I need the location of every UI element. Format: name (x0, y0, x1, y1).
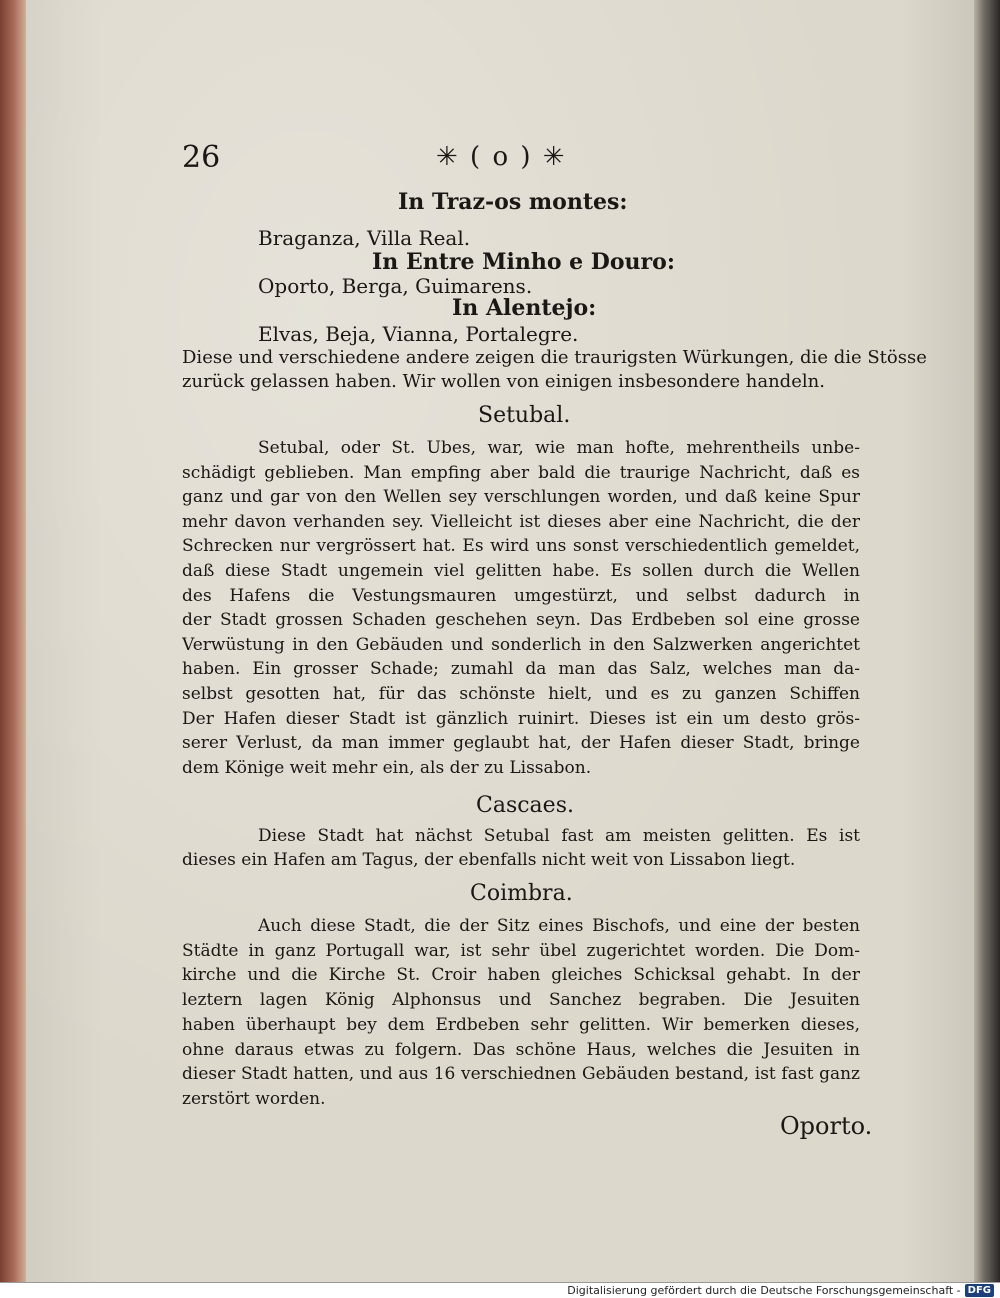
setubal-text-line: Schrecken nur vergrössert hat. Es wird uns sonst verschiedentlich gemeldet, (182, 536, 860, 557)
section-title-setubal: Setubal. (478, 403, 571, 428)
setubal-text-line: schädigt geblieben. Man empfing aber bald die traurige Nachricht, daß es (182, 462, 860, 483)
setubal-text-line: dem Könige weit mehr ein, als der zu Lissabon. (182, 757, 592, 778)
catchword: Oporto. (780, 1112, 873, 1140)
region-towns-traz: Braganza, Villa Real. (258, 226, 471, 250)
setubal-text-line: Setubal, oder St. Ubes, war, wie man hofte, mehrentheils unbe- (258, 438, 860, 458)
setubal-text-line: Der Hafen dieser Stadt ist gänzlich ruinirt. Dieses ist ein um desto grös- (182, 708, 860, 729)
region-towns-minho: Oporto, Berga, Guimarens. (258, 274, 533, 298)
cascaes-text-line: Diese Stadt hat nächst Setubal fast am meisten gelitten. Es ist (258, 826, 860, 846)
cascaes-text-line: dieses ein Hafen am Tagus, der ebenfalls nicht weit von Lissabon liegt. (182, 850, 796, 870)
setubal-text-line: daß diese Stadt ungemein viel gelitten habe. Es sollen durch die Wellen (182, 561, 860, 581)
region-heading-traz: In Traz-os montes: (398, 189, 628, 215)
coimbra-text-line: Städte in ganz Portugall war, ist sehr übel zugerichtet worden. Die Dom- (182, 940, 860, 961)
region-heading-alentejo: In Alentejo: (452, 295, 597, 321)
coimbra-text-line: leztern lagen König Alphonsus und Sanchez begraben. Die Jesuiten (182, 990, 860, 1011)
coimbra-text-line: kirche und die Kirche St. Croir haben gleiches Schicksal gehabt. In der (182, 965, 860, 986)
intro-line: zurück gelassen haben. Wir wollen von einigen insbesondere handeln. (182, 371, 825, 392)
coimbra-text-line: ohne daraus etwas zu folgern. Das schöne Haus, welches die Jesuiten in (182, 1039, 860, 1060)
running-head: ✳ ( o ) ✳ (436, 142, 567, 172)
setubal-text-line: der Stadt grossen Schaden geschehen seyn. Das Erdbeben sol eine grosse (182, 610, 860, 631)
setubal-text-line: des Hafens die Vestungsmauren umgestürzt, und selbst dadurch in (182, 585, 860, 606)
section-title-coimbra: Coimbra. (470, 881, 573, 906)
section-title-cascaes: Cascaes. (476, 793, 574, 818)
setubal-text-line: serer Verlust, da man immer geglaubt hat, der Hafen dieser Stadt, bringe (182, 733, 860, 754)
setubal-text-line: selbst gesotten hat, für das schönste hielt, und es zu ganzen Schiffen (182, 684, 860, 704)
coimbra-text-line: haben überhaupt bey dem Erdbeben sehr gelitten. Wir bemerken dieses, (182, 1014, 860, 1035)
dfg-logo: DFG (965, 1284, 994, 1297)
coimbra-text-line: Auch diese Stadt, die der Sitz eines Bischofs, und eine der besten (258, 916, 860, 936)
coimbra-text-line: zerstört worden. (182, 1088, 326, 1109)
footer-credit: Digitalisierung gefördert durch die Deutsche Forschungsgemeinschaft - (567, 1284, 961, 1297)
region-towns-alentejo: Elvas, Beja, Vianna, Portalegre. (258, 322, 579, 346)
setubal-text-line: Verwüstung in den Gebäuden und sonderlich in den Salzwerken angerichtet (182, 634, 860, 655)
region-heading-minho: In Entre Minho e Douro: (372, 249, 675, 275)
footer-bar (0, 1282, 1000, 1298)
intro-line: Diese und verschiedene andere zeigen die traurigsten Würkungen, die die Stösse (182, 347, 927, 368)
setubal-text-line: ganz und gar von den Wellen sey verschlungen worden, und daß keine Spur (182, 487, 860, 508)
setubal-text-line: haben. Ein grosser Schade; zumahl da man das Salz, welches man da- (182, 659, 860, 680)
book-spine-right (974, 0, 1000, 1282)
setubal-text-line: mehr davon verhanden sey. Vielleicht ist dieses aber eine Nachricht, die der (182, 511, 860, 532)
page-number: 26 (182, 140, 221, 175)
coimbra-text-line: dieser Stadt hatten, und aus 16 verschiednen Gebäuden bestand, ist fast ganz (182, 1064, 860, 1085)
